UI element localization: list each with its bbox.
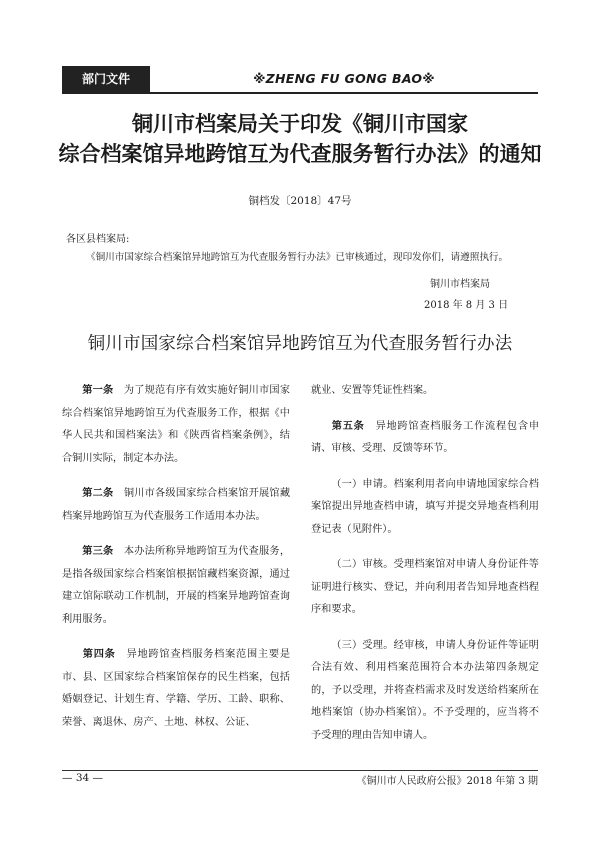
- footer-source: 《铜川市人民政府公报》2018 年第 3 期: [356, 776, 538, 787]
- article-text: 异地跨馆查档服务档案范围主要是市、县、区国家综合档案馆保存的民生档案，包括婚姻登记、计划生育、学籍、学历、工龄、职称、荣誉、离退休、房产、土地、林权、公证、: [62, 649, 291, 728]
- article-text: 铜川市各级国家综合档案馆开展馆藏档案异地跨馆互为代查服务工作适用本办法。: [62, 488, 291, 522]
- salutation: 各区县档案局:: [66, 234, 130, 245]
- article-2: [62, 483, 290, 528]
- issuer: 铜川市档案局: [430, 279, 490, 290]
- document-number: 铜档发〔2018〕47号: [248, 195, 352, 207]
- header-rule: [62, 92, 538, 94]
- notice-title-line1: 铜川市档案局关于印发《铜川市国家: [132, 111, 468, 136]
- left-column: [62, 380, 290, 734]
- article-4: [62, 644, 290, 734]
- article-5-item-1: [311, 474, 539, 542]
- article-5: [311, 416, 539, 461]
- article-5-item-3: [311, 635, 539, 748]
- right-column: [311, 380, 539, 747]
- article-text: 为了规范有序有效实施好铜川市国家综合档案馆异地跨馆互为代查服务工作，根据《中华人民共和国档案法》和《陕西省档案条例》，结合铜川实际，制定本办法。: [62, 385, 291, 464]
- item-text: （三）受理。经审核，申请人身份证件等证明合法有效、利用档案范围符合本办法第四条规定的，予以受理，并将查档需求及时发送给档案所在地档案馆（协办档案馆）。不予受理的，应当将不予受理的理由告知申请人。: [311, 639, 539, 741]
- page-number: — 34 —: [62, 772, 104, 784]
- gazette-name: ※ZHENG FU GONG BAO※: [253, 71, 435, 86]
- notice-title-line2: 综合档案馆异地跨馆互为代查服务暂行办法》的通知: [58, 141, 542, 166]
- page-header: [62, 66, 538, 94]
- article-label: 第一条: [82, 385, 114, 396]
- article-3: [62, 541, 290, 631]
- item-text: （二）审核。受理档案馆对申请人身份证件等证明进行核实、登记，并向利用者告知异地查档程序和要求。: [311, 559, 539, 615]
- dept-tag: 部门文件: [62, 66, 150, 92]
- article-label: 第二条: [82, 488, 114, 499]
- footer-rule: [62, 770, 538, 771]
- article-1: [62, 380, 290, 470]
- measures-title: 铜川市国家综合档案馆异地跨馆互为代查服务暂行办法: [87, 334, 513, 354]
- article-label: 第五条: [331, 420, 365, 432]
- article-5-item-2: [311, 554, 539, 622]
- article-label: 第四条: [82, 649, 116, 660]
- article-text: 异地跨馆查档服务工作流程包含申请、审核、受理、反馈等环节。: [311, 420, 540, 454]
- issue-date: 2018 年 8 月 3 日: [424, 300, 509, 311]
- item-text: （一）申请。档案利用者向申请地国家综合档案馆提出异地查档申请，填写并提交异地查档利用登记表（见附件）。: [311, 478, 539, 535]
- article-4-continuation: 就业、安置等凭证性档案。: [311, 385, 434, 396]
- article-text: 本办法所称异地跨馆互为代查服务，是指各级国家综合档案馆根据馆藏档案资源，通过建立馆际联动工作机制，开展的档案异地跨馆查询利用服务。: [62, 546, 291, 625]
- article-label: 第三条: [82, 546, 114, 557]
- notice-body: 《铜川市国家综合档案馆异地跨馆互为代查服务暂行办法》已审核通过，现印发你们，请遵照执行。: [86, 252, 509, 263]
